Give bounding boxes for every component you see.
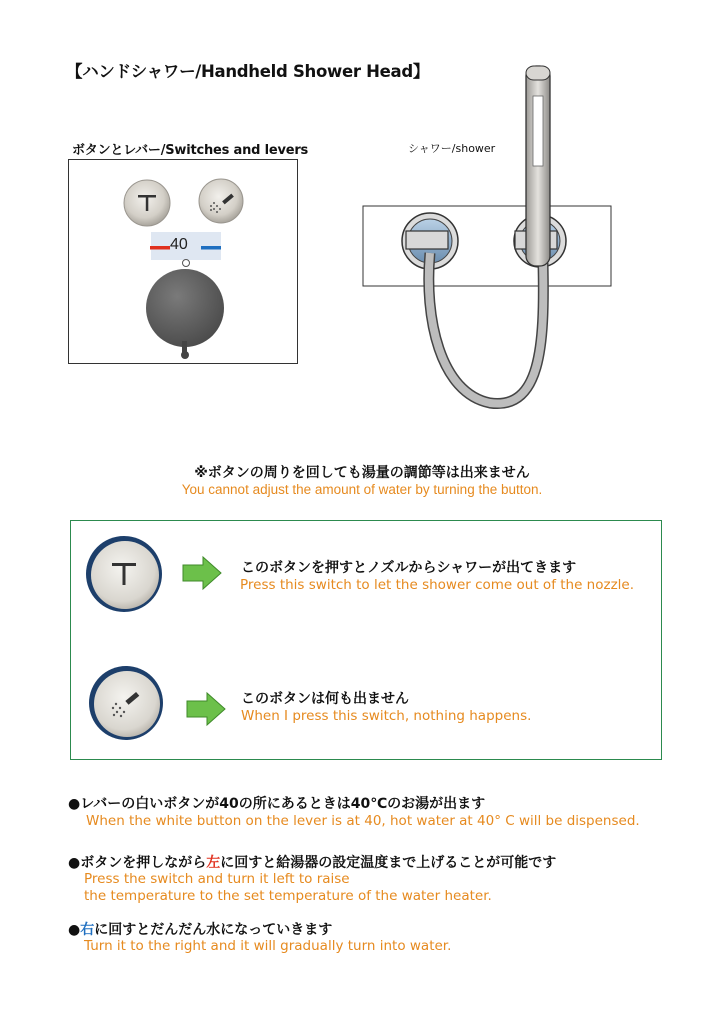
spout-switch-button[interactable]: [199, 179, 243, 223]
bullet-2-english-line-2: the temperature to the set temperature of the water heater.: [84, 888, 492, 904]
switch-1-japanese: このボタンを押すとノズルからシャワーが出てきます: [241, 560, 577, 576]
note-japanese: ※ボタンの周りを回しても湯量の調節等は出来ません: [194, 465, 530, 481]
hot-marker: [150, 246, 170, 250]
switch-1-english: Press this switch to let the shower come out of the nozzle.: [240, 577, 635, 593]
panel-label: ボタンとレバー/Switches and levers: [72, 143, 309, 158]
bullet-3-english: Turn it to the right and it will gradually turn into water.: [84, 938, 452, 954]
bullet-2-japanese: ●ボタンを押しながら左に回すと給湯器の設定温度まで上げることが可能です: [68, 855, 557, 871]
handheld-shower-head: [526, 66, 550, 266]
shower-illustration: [360, 58, 615, 418]
left-highlight: 左: [206, 855, 221, 871]
switch-2-japanese: このボタンは何も出ません: [241, 691, 409, 707]
bullet-1-english: When the white button on the lever is at 40, hot water at 40° C will be dispensed.: [86, 813, 640, 829]
arrow-right-icon: [185, 691, 227, 727]
temperature-value: 40: [170, 236, 188, 253]
cold-marker: [201, 246, 221, 250]
arrow-right-icon: [181, 555, 223, 591]
spout-switch-photo: [87, 664, 165, 742]
shower-switch-photo: [84, 534, 164, 614]
bullet-3-japanese: ●右に回すとだんだん水になっていきます: [68, 922, 333, 938]
temperature-lever[interactable]: [146, 260, 224, 360]
wall-plate: [363, 206, 611, 286]
bullet-2-english-line-1: Press the switch and turn it left to raise: [84, 871, 350, 887]
shower-label: シャワー/shower: [408, 142, 496, 155]
right-highlight: 右: [80, 922, 95, 938]
bullet-1-japanese: ●レバーの白いボタンが40の所にあるときは40℃のお湯が出ます: [68, 796, 486, 812]
switch-2-english: When I press this switch, nothing happens.: [241, 708, 532, 724]
page-title: 【ハンドシャワー/Handheld Shower Head】: [66, 62, 430, 81]
shower-switch-button[interactable]: [124, 180, 170, 226]
note-english: You cannot adjust the amount of water by turning the button.: [181, 482, 543, 497]
panel-illustration: [68, 159, 298, 364]
